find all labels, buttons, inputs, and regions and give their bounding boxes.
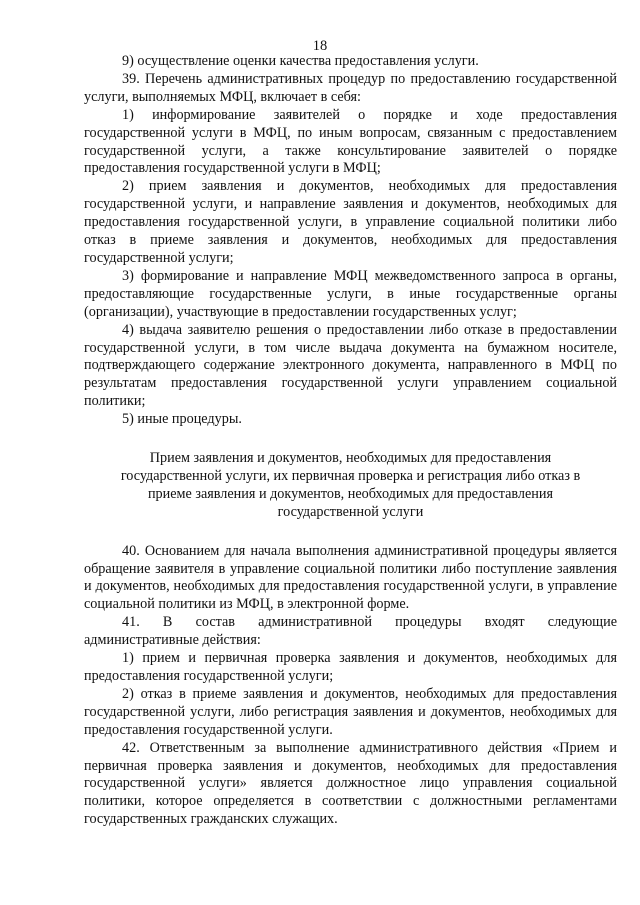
paragraph-41: 41. В состав административной процедуры входят следующие административные действия: — [84, 614, 617, 649]
paragraph-39: 39. Перечень административных процедур по предоставлению государственной услуги, выполняемых МФЦ, включает в себя: — [84, 70, 617, 105]
paragraph-39-item-4: 4) выдача заявителю решения о предоставлении либо отказе в предоставлении государственной услуги, в том числе выдача документа на бумажном носителе, подтверждающего содержание электронного документа, направленного в МФЦ по результатам предоставления государственной услуги управлением социальной политики; — [84, 321, 617, 410]
paragraph-40: 40. Основанием для начала выполнения административной процедуры является обращение заявителя в управление социальной политики либо поступление заявления и документов, необходимых для предоставления государственной услуги, в управление социальной политики из МФЦ, в электронной форме. — [84, 542, 617, 613]
paragraph-39-item-1: 1) информирование заявителей о порядке и ходе предоставления государственной услуги в МФЦ, по иным вопросам, связанным с предоставлением государственной услуги, а также консультирование заявителей о порядке предоставления государственной услуги в МФЦ; — [84, 106, 617, 177]
paragraph-42: 42. Ответственным за выполнение административного действия «Прием и первичная проверка заявления и документов, необходимых для предоставления государственной услуги» является должностное лицо управления социальной политики, которое определяется в соответствии с должностными регламентами государственных гражданских служащих. — [84, 739, 617, 828]
page-number: 18 — [312, 38, 328, 54]
paragraph-39-item-3: 3) формирование и направление МФЦ межведомственного запроса в органы, предоставляющие государственные услуги, в иные государственные органы (организации), участвующие в предоставлении государственных услуг; — [84, 267, 617, 320]
paragraph-39-item-2: 2) прием заявления и документов, необходимых для предоставления государственной услуги, и направление заявления и документов, необходимых для предоставления государственной услуги, в управление социальной политики либо отказ в приеме заявления и документов, необходимых для предоставления государственной услуги; — [84, 178, 617, 266]
paragraph-41-item-1: 1) прием и первичная проверка заявления и документов, необходимых для предоставления государственной услуги; — [84, 650, 617, 684]
paragraph-39-item-5: 5) иные процедуры. — [122, 411, 242, 428]
paragraph-41-item-2: 2) отказ в приеме заявления и документов, необходимых для предоставления государственной услуги, либо регистрация заявления и документов, необходимых для предоставления государственной услуги. — [84, 685, 617, 738]
paragraph-item-9: 9) осуществление оценки качества предоставления услуги. — [122, 53, 479, 69]
section-heading: Прием заявления и документов, необходимых для предоставления государственной услуги, их первичная проверка и регистрация либо отказ в приеме заявления и документов, необходимых для предоставления государственной услуги — [120, 450, 581, 520]
document-body — [84, 53, 617, 829]
